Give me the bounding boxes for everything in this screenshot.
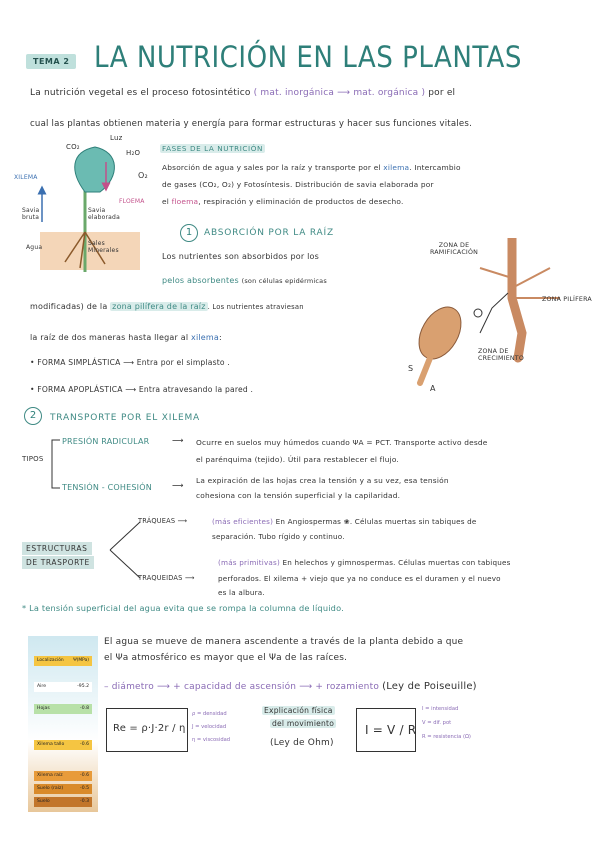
potential-table	[28, 636, 98, 812]
label-h2o: H₂O	[126, 149, 141, 157]
presion-label: PRESIÓN RADICULAR	[62, 437, 150, 446]
reynolds-formula: Re = ρ·J·2r / η	[113, 723, 186, 734]
fases-line-2: de gases (CO₂, O₂) y Fotosíntesis. Distribución de savia elaborada por	[162, 180, 434, 189]
magnify-circle	[474, 309, 482, 317]
presion-text-1: Ocurre en suelos muy húmedos cuando ΨA = PCT. Transporte activo desde	[196, 438, 488, 447]
fases-line-1: Absorción de agua y sales por la raíz y transporte por el xilema. Intercambio	[162, 163, 461, 172]
pointer-line	[480, 293, 508, 333]
presion-arrow: ⟶	[172, 436, 184, 445]
table-row: Suelo -0.3	[34, 797, 92, 807]
table-row: Aire -95.2	[34, 682, 92, 692]
traqueas-label: TRÁQUEAS ⟶	[138, 517, 188, 525]
table-header: Localización Ψ(MPa)	[34, 656, 92, 666]
label-s: S	[408, 364, 414, 373]
s1-p2: pelos absorbentes (son células epidérmicas	[162, 276, 327, 285]
traqueidas-text-2: perforados. El xilema + viejo que ya no conduce es el duramen y el nuevo	[218, 574, 501, 583]
bottom-p1: El agua se mueve de manera ascendente a través de la planta debido a que	[104, 637, 464, 647]
ohm-formula-box	[356, 708, 416, 752]
expl-line-1: Explicación física	[264, 706, 333, 715]
leaf-shape	[75, 147, 115, 192]
legend-1-item: η = viscosidad	[192, 737, 231, 743]
s1-p1: Los nutrientes son absorbidos por los	[162, 252, 319, 261]
legend-2-item: R = resistencia (Ω)	[422, 734, 471, 740]
presion-text-2: el parénquima (tejido). Útil para restablecer el flujo.	[196, 455, 399, 464]
section-2-title: TRANSPORTE POR EL XILEMA	[50, 413, 200, 423]
bottom-p2: el Ψa atmosférico es mayor que el Ψa de las raíces.	[104, 653, 348, 663]
legend-2-item: V = dif. pot	[422, 720, 452, 726]
label-xilema: XILEMA	[14, 174, 38, 181]
intro-line-2: cual las plantas obtienen materia y energía para formar estructuras y hacer sus funciones vitales.	[30, 119, 473, 129]
label-savia-elaborada: Savia elaborada	[88, 207, 120, 221]
s1-bullet-2: • FORMA APOPLÁSTICA ⟶ Entra atravesando la pared .	[30, 385, 254, 394]
traqueidas-text-3: es la albura.	[218, 588, 265, 597]
label-tipos: TIPOS	[22, 455, 44, 463]
label-zona-crecimiento: ZONA DE CRECIMIENTO	[478, 348, 524, 362]
bottom-chain: – diámetro ⟶ + capacidad de ascensión ⟶ + rozamiento (Ley de Poiseuille)	[104, 681, 477, 692]
legend-1-item: ρ = densidad	[192, 711, 227, 717]
section-2-number: 2	[24, 407, 42, 425]
topic-badge: TEMA 2	[26, 54, 76, 69]
ohm-formula: I = V / R	[365, 723, 417, 737]
label-zona-ramificacion: ZONA DE RAMIFICACIÓN	[429, 242, 479, 256]
tension-text-1: La expiración de las hojas crea la tensión y a su vez, esa tensión	[196, 476, 449, 485]
table-row: Suelo (raíz) -0.5	[34, 784, 92, 794]
legend-2-item: I = intensidad	[422, 706, 459, 712]
estructuras-label-1: ESTRUCTURAS	[22, 542, 92, 555]
expl-line-2: del movimiento	[272, 719, 335, 728]
intro-line-1: La nutrición vegetal es el proceso fotosintético ( mat. inorgánica ⟶ mat. orgánica ) por el	[30, 88, 456, 98]
label-o2: O₂	[138, 171, 148, 180]
traqueas-text-2: separación. Tubo rígido y continuo.	[212, 532, 345, 541]
section-1-number: 1	[180, 224, 198, 242]
traqueas-text-1: (más eficientes) En Angiospermas ❀. Células muertas sin tabiques de	[212, 517, 477, 526]
tension-arrow: ⟶	[172, 481, 184, 490]
label-luz: Luz	[110, 134, 123, 142]
table-row: Xilema tallo -0.6	[34, 740, 92, 750]
label-agua: Agua	[26, 244, 43, 251]
root-diagram	[400, 238, 580, 398]
estructuras-label-2: DE TRASPORTE	[22, 556, 94, 569]
traqueidas-label: TRAQUEIDAS ⟶	[138, 574, 195, 582]
legend-1-item: J = velocidad	[192, 724, 227, 730]
root-zoom-shape	[410, 300, 469, 366]
label-savia-bruta: Savia bruta	[22, 207, 40, 221]
traqueidas-text-1: (más primitivas) En helechos y gimnospermas. Células muertas con tabiques	[218, 558, 511, 567]
s1-bullet-1: • FORMA SIMPLÁSTICA ⟶ Entra por el simplasto .	[30, 358, 231, 367]
label-zona-pilifera: ZONA PILÍFERA	[542, 296, 592, 303]
label-floema: FLOEMA	[119, 198, 145, 205]
label-co2: CO₂	[66, 143, 80, 151]
label-a: A	[430, 384, 436, 393]
fases-line-3: el floema, respiración y eliminación de productos de desecho.	[162, 197, 404, 206]
table-row: Xilema raíz -0.6	[34, 771, 92, 781]
table-row: Hojas -0.8	[34, 704, 92, 714]
fases-heading: FASES DE LA NUTRICIÓN	[162, 144, 263, 153]
tension-label: TENSIÓN - COHESIÓN	[62, 483, 152, 492]
s1-p4: la raíz de dos maneras hasta llegar al xilema:	[30, 333, 222, 342]
lateral-roots-shape	[480, 268, 560, 298]
root-tip-shape	[420, 358, 430, 383]
s1-p3: modificadas) de la zona pilífera de la raíz . Los nutrientes atraviesan	[30, 302, 304, 311]
page-title: LA NUTRICIÓN EN LAS PLANTAS	[94, 40, 522, 74]
section-1-title: ABSORCIÓN POR LA RAÍZ	[204, 228, 334, 238]
note-tension: * La tensión superficial del agua evita que se rompa la columna de líquido.	[22, 603, 344, 613]
reynolds-formula-box	[106, 708, 188, 752]
expl-line-3: (Ley de Ohm)	[270, 738, 334, 748]
tension-text-2: cohesiona con la tensión superficial y la capilaridad.	[196, 491, 401, 500]
label-sales: Sales Minerales	[88, 240, 119, 254]
